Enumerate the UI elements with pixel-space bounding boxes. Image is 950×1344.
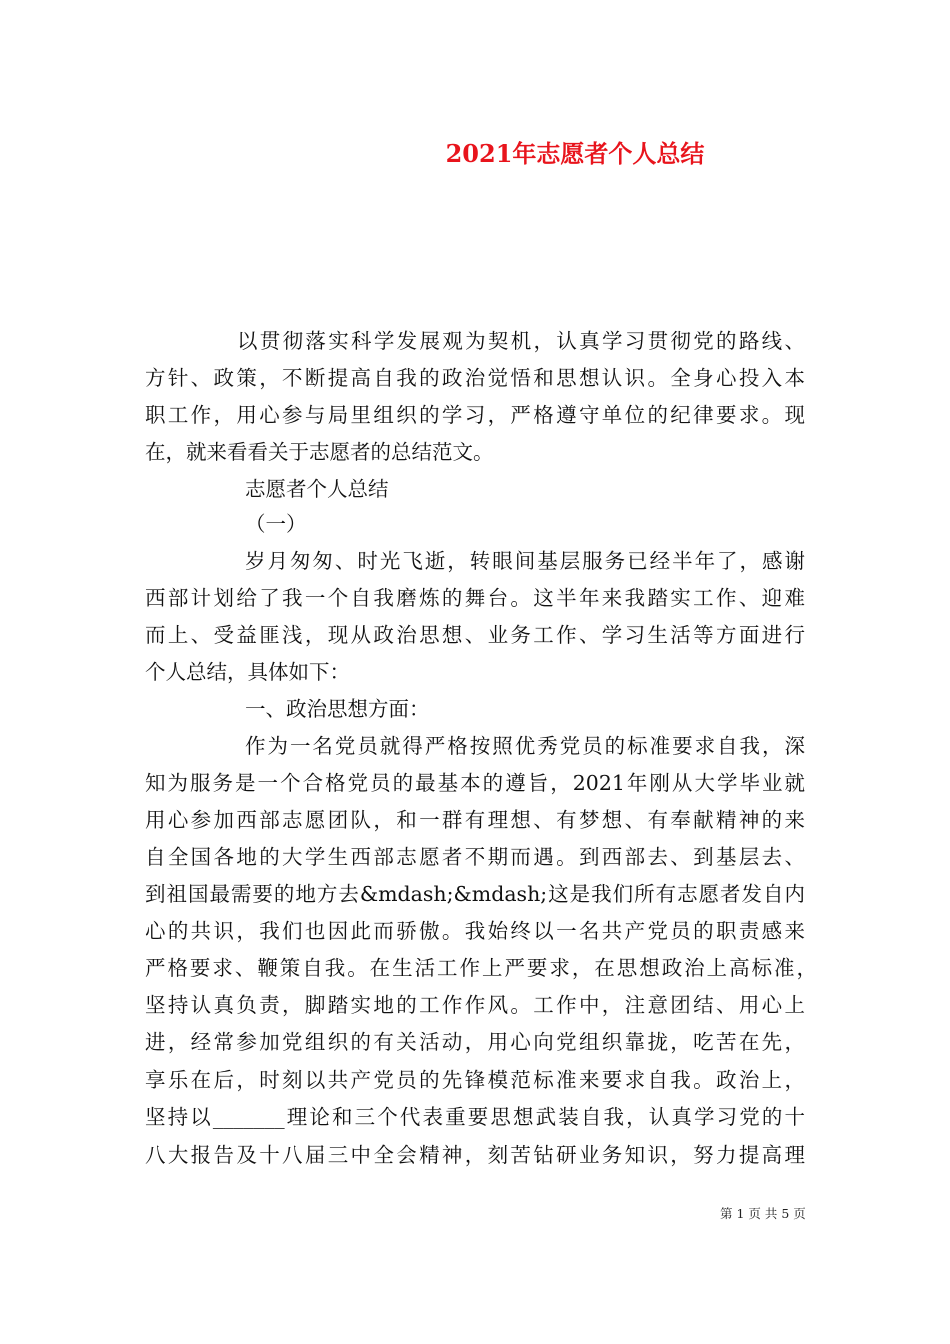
paragraph-line: 在，就来看看关于志愿者的总结范文。 bbox=[145, 440, 494, 464]
paragraph-line: 八大报告及十八届三中全会精神，刻苦钻研业务知识，努力提高理 bbox=[145, 1143, 805, 1167]
paragraph-line: 坚持认真负责，脚踏实地的工作作风。工作中，注意团结、用心上 bbox=[145, 993, 805, 1017]
paragraph-line: 自全国各地的大学生西部志愿者不期而遇。到西部去、到基层去、 bbox=[145, 845, 805, 869]
paragraph-line: 用心参加西部志愿团队，和一群有理想、有梦想、有奉献精神的来 bbox=[145, 808, 805, 832]
paragraph-line: 作为一名党员就得严格按照优秀党员的标准要求自我，深 bbox=[245, 734, 805, 758]
paragraph-line: 严格要求、鞭策自我。在生活工作上严要求，在思想政治上高标准， bbox=[145, 956, 817, 980]
paragraph-line: 知为服务是一个合格党员的最基本的遵旨，2021年刚从大学毕业就 bbox=[145, 771, 805, 795]
paragraph-line: 方针、政策，不断提高自我的政治觉悟和思想认识。全身心投入本 bbox=[145, 366, 805, 390]
paragraph-line: 个人总结，具体如下： bbox=[145, 660, 350, 684]
paragraph-line: 以贯彻落实科学发展观为契机，认真学习贯彻党的路线、 bbox=[237, 329, 805, 353]
paragraph-line: 一、政治思想方面： bbox=[245, 697, 430, 721]
document-title: 2021年志愿者个人总结 bbox=[445, 139, 705, 168]
paragraph-line: 职工作，用心参与局里组织的学习，严格遵守单位的纪律要求。现 bbox=[145, 403, 805, 427]
paragraph-line: 到祖国最需要的地方去&mdash;&mdash;这是我们所有志愿者发自内 bbox=[145, 882, 805, 906]
paragraph-line: （一） bbox=[245, 512, 307, 536]
paragraph-line: 西部计划给了我一个自我磨炼的舞台。这半年来我踏实工作、迎难 bbox=[145, 586, 805, 610]
paragraph-line: 而上、受益匪浅，现从政治思想、业务工作、学习生活等方面进行 bbox=[145, 623, 805, 647]
page-number: 第 1 页 共 5 页 bbox=[720, 1206, 806, 1221]
paragraph-line: 志愿者个人总结 bbox=[245, 477, 389, 501]
paragraph-line: 坚持以_______理论和三个代表重要思想武装自我，认真学习党的十 bbox=[145, 1105, 805, 1129]
paragraph-line: 心的共识，我们也因此而骄傲。我始终以一名共产党员的职责感来 bbox=[145, 919, 805, 943]
paragraph-line: 进，经常参加党组织的有关活动，用心向党组织靠拢，吃苦在先， bbox=[145, 1030, 805, 1054]
paragraph-line: 享乐在后，时刻以共产党员的先锋模范标准来要求自我。政治上， bbox=[145, 1068, 805, 1092]
paragraph-line: 岁月匆匆、时光飞逝，转眼间基层服务已经半年了，感谢 bbox=[245, 549, 805, 573]
